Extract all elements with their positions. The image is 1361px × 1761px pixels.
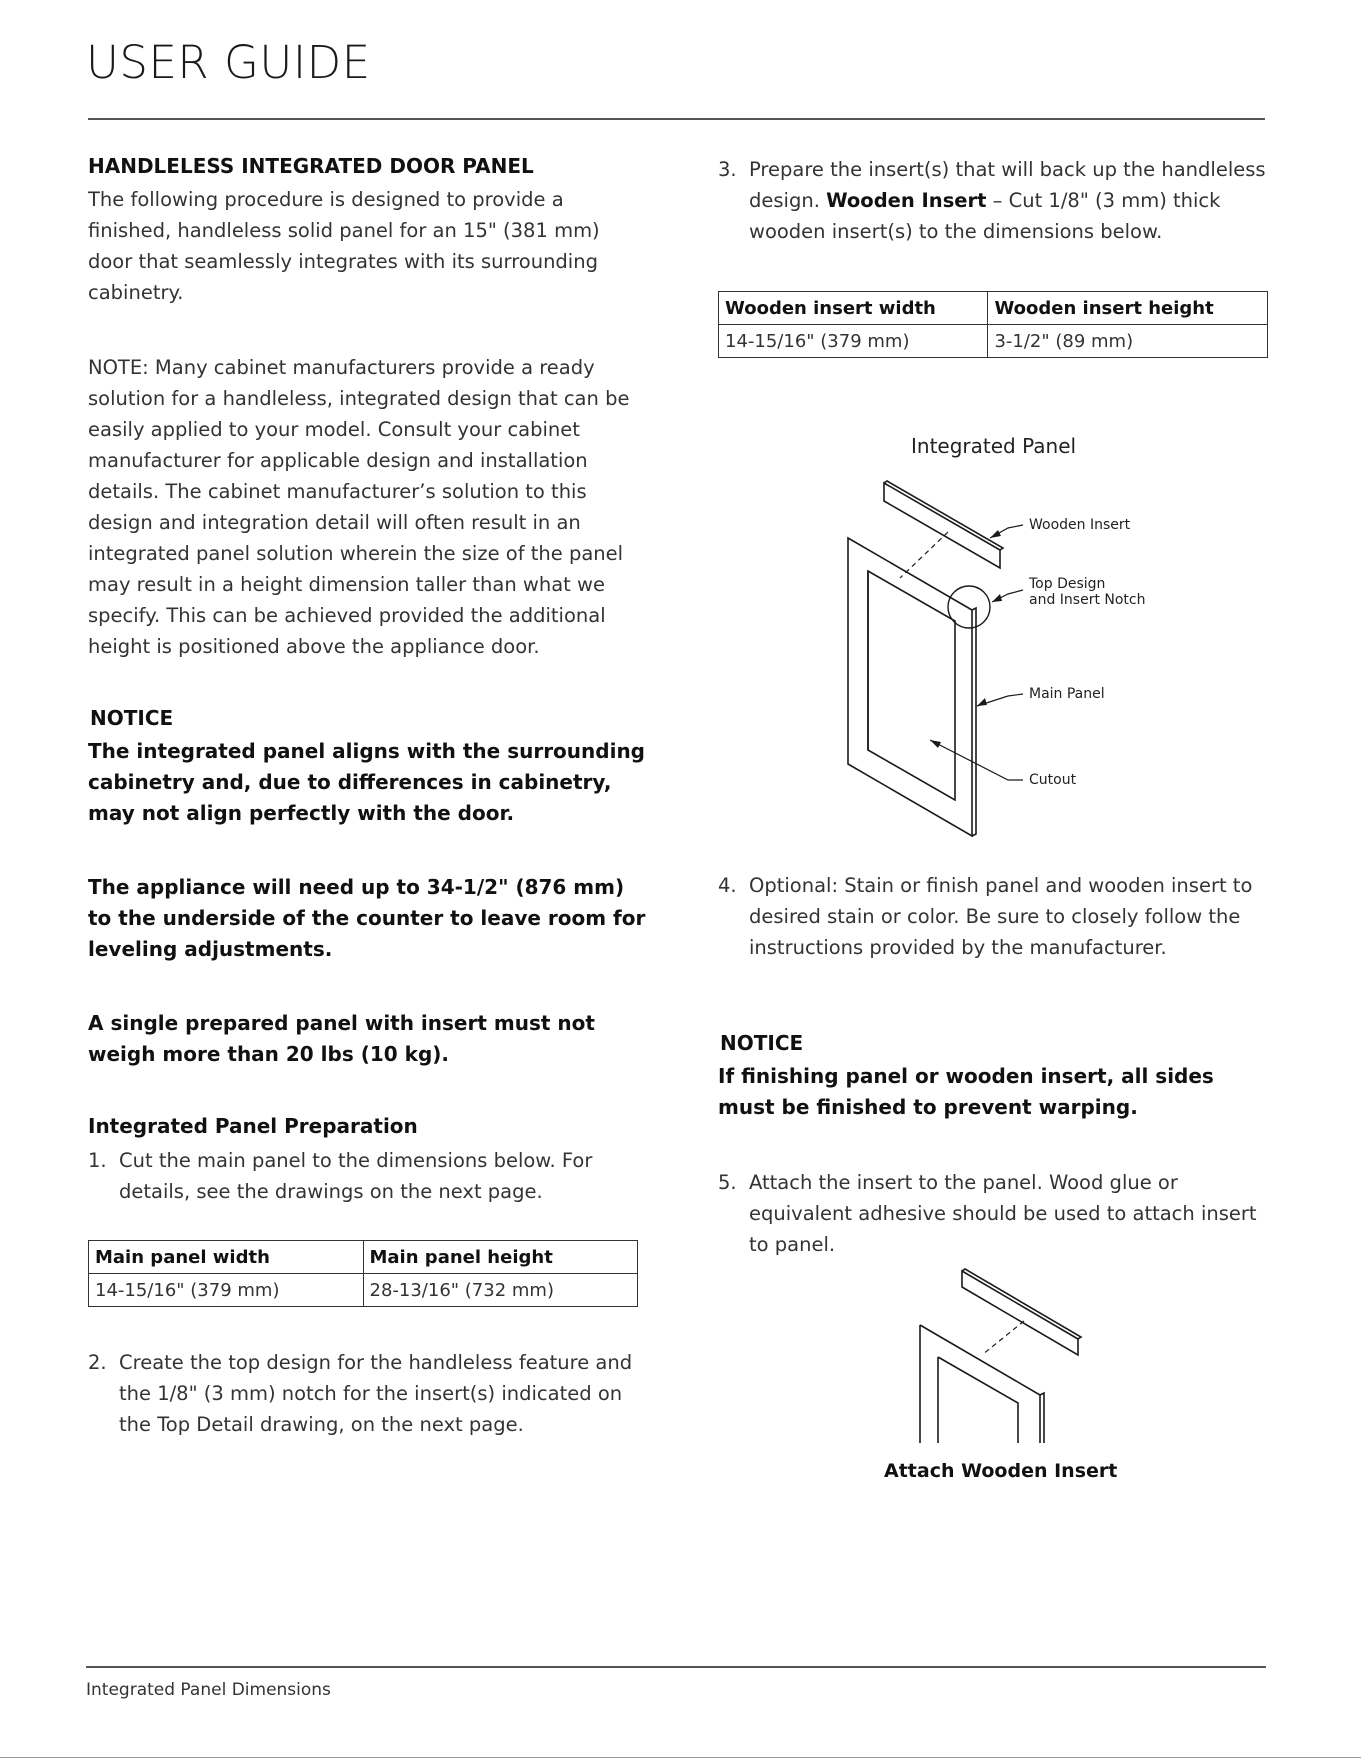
step-number: 4. — [718, 874, 737, 897]
step-number: 3. — [718, 158, 737, 181]
footer-divider — [86, 1666, 1266, 1668]
page-title: USER GUIDE — [86, 36, 371, 89]
table-row — [719, 325, 1268, 358]
right-column — [718, 154, 1274, 358]
preparation-heading: Integrated Panel Preparation — [88, 1114, 418, 1138]
step-2 — [88, 1347, 648, 1440]
step-number: 1. — [88, 1149, 107, 1172]
step-text: Create the top design for the handleless feature and the 1/8" (3 mm) notch for the insert(s) indicated on the Top Detail drawing, on the next page. — [119, 1351, 633, 1436]
table-cell: 14-15/16" (379 mm) — [719, 325, 988, 358]
callout-main-panel: Main Panel — [1029, 686, 1105, 702]
step-text: Attach the insert to the panel. Wood glue or equivalent adhesive should be used to attach insert to panel. — [749, 1171, 1257, 1256]
wooden-insert-dimensions-table — [718, 291, 1268, 358]
integrated-panel-diagram — [830, 470, 1160, 840]
table-row — [89, 1274, 638, 1307]
table-header-cell: Main panel height — [363, 1241, 638, 1274]
notice-label: NOTICE — [90, 706, 174, 730]
table-cell: 3-1/2" (89 mm) — [988, 325, 1268, 358]
step-text: Optional: Stain or finish panel and wooden insert to desired stain or color. Be sure to closely follow the instructions provided by the manufacturer. — [749, 874, 1253, 959]
section-heading: HANDLELESS INTEGRATED DOOR PANEL — [88, 154, 534, 178]
figure-caption-integrated-panel: Integrated Panel — [911, 434, 1077, 458]
table-cell: 14-15/16" (379 mm) — [89, 1274, 364, 1307]
step-3 — [718, 154, 1274, 247]
table-header-row — [719, 292, 1268, 325]
step-1 — [88, 1145, 648, 1207]
bottom-edge-line — [0, 1757, 1361, 1758]
table-cell: 28-13/16" (732 mm) — [363, 1274, 638, 1307]
insert-board-shape — [962, 1271, 1078, 1355]
step-text-emphasis: Wooden Insert — [826, 189, 987, 212]
attach-insert-diagram — [900, 1265, 1100, 1445]
callout-top-design: Top Design — [1029, 576, 1106, 592]
table-header-cell: Wooden insert height — [988, 292, 1268, 325]
notice-text-weight: A single prepared panel with insert must not weigh more than 20 lbs (10 kg). — [88, 1011, 595, 1066]
footer-text: Integrated Panel Dimensions — [86, 1680, 331, 1700]
step-number: 2. — [88, 1351, 107, 1374]
callout-cutout: Cutout — [1029, 772, 1077, 788]
step-text: Cut the main panel to the dimensions below. For details, see the drawings on the next page. — [119, 1149, 593, 1203]
callout-wooden-insert: Wooden Insert — [1029, 517, 1131, 533]
step-text: – Cut 1/8" (3 mm) thick wooden insert(s) to the dimensions below. — [749, 189, 1221, 243]
main-panel-dimensions-table — [88, 1240, 638, 1307]
notice-text-clearance: The appliance will need up to 34-1/2" (876 mm) to the underside of the counter to leave room for leveling adjustments. — [88, 875, 646, 961]
step-5 — [718, 1167, 1274, 1260]
header-divider — [88, 118, 1265, 120]
step-number: 5. — [718, 1171, 737, 1194]
callout-insert-notch: and Insert Notch — [1029, 592, 1146, 608]
notice-label: NOTICE — [720, 1031, 804, 1055]
table-header-row — [89, 1241, 638, 1274]
table-header-cell: Wooden insert width — [719, 292, 988, 325]
step-text: Prepare the insert(s) that will back up the handleless design. — [749, 158, 1266, 212]
figure-caption-attach-insert: Attach Wooden Insert — [884, 1460, 1118, 1482]
table-header-cell: Main panel width — [89, 1241, 364, 1274]
notice-text-alignment: The integrated panel aligns with the surrounding cabinetry and, due to differences in cabinetry, may not align perfectly with the door. — [88, 739, 646, 825]
wooden-insert-shape — [884, 483, 1000, 568]
right-column-lower — [718, 870, 1274, 1260]
note-paragraph: NOTE: Many cabinet manufacturers provide a ready solution for a handleless, integrated design that can be easily applied to your model. Consult your cabinet manufacturer for applicable design and installation details. The cabinet manufacturer’s solution to this design and integration detail will often result in an integrated panel solution wherein the size of the panel may result in a height dimension taller than what we specify. This can be achieved provided the additional height is positioned above the appliance door. — [88, 356, 630, 658]
notice-text-finishing: If finishing panel or wooden insert, all sides must be finished to prevent warping. — [718, 1064, 1214, 1119]
step-4 — [718, 870, 1274, 963]
left-column — [88, 154, 648, 1440]
intro-paragraph: The following procedure is designed to provide a finished, handleless solid panel for an 15" (381 mm) door that seamlessly integrates with its surrounding cabinetry. — [88, 188, 600, 304]
